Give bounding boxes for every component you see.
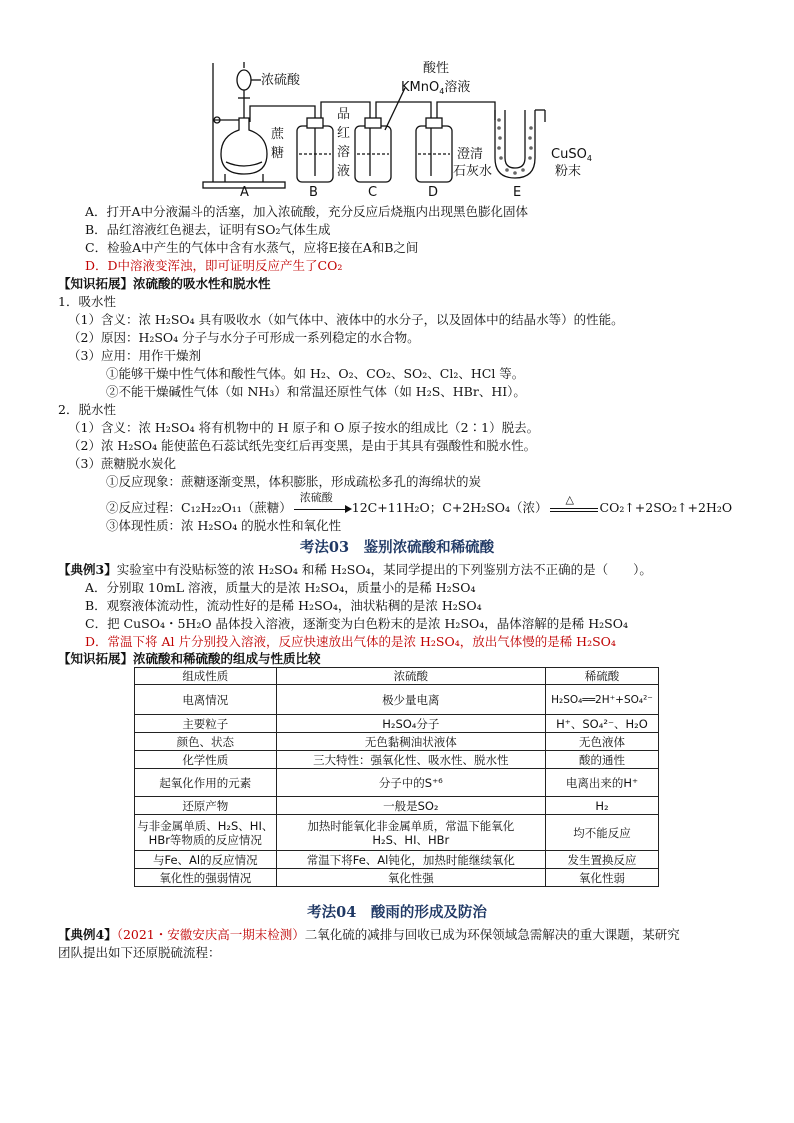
option-c: C．检验A中产生的气体中含有水蒸气，应将E接在A和B之间 <box>85 240 419 255</box>
label-pinhong-2: 红 <box>337 126 351 141</box>
section-heading: 2．脱水性 <box>58 402 116 417</box>
table-row: 起氧化作用的元素 分子中的S⁺⁶ 电离出来的H⁺ <box>135 769 659 797</box>
label-cuso4-powder: 粉末 <box>555 164 582 179</box>
label-limewater-1: 澄清 <box>457 147 484 162</box>
option-b: B．观察液体流动性，流动性好的是稀 H₂SO₄，油状粘稠的是浓 H₂SO₄ <box>85 598 482 613</box>
paragraph: ②不能干燥碱性气体（如 NH₃）和常温还原性气体（如 H₂S、HBr、HI）。 <box>106 384 526 399</box>
apparatus-diagram <box>195 58 625 200</box>
table-header-row <box>135 668 659 685</box>
example-3-question: 【典例3】实验室中有没贴标签的浓 H₂SO₄ 和稀 H₂SO₄，某同学提出的下列鉴别方法不正确的是（ ）。 <box>58 562 652 577</box>
option-a: A．分别取 10mL 溶液，质量大的是浓 H₂SO₄，质量小的是稀 H₂SO₄ <box>85 580 476 595</box>
table-row: 化学性质 三大特性：强氧化性、吸水性、脱水性 酸的通性 <box>135 751 659 769</box>
label-acidic: 酸性 <box>423 61 450 76</box>
label-kmno4: KMnO$_4$溶液 <box>401 80 471 96</box>
option-d-answer: D．常温下将 Al 片分别投入溶液，反应快速放出气体的是浓 H₂SO₄，放出气体慢的是稀 H₂SO₄ <box>85 634 616 649</box>
label-pinhong-3: 溶 <box>337 145 351 160</box>
label-pinhong-4: 液 <box>337 164 351 179</box>
table-row: 氧化性的强弱情况 氧化性强 氧化性弱 <box>135 869 659 887</box>
label-limewater-2: 石灰水 <box>453 164 493 179</box>
letter-b: B <box>309 185 318 200</box>
paragraph: ①能够干燥中性气体和酸性气体。如 H₂、O₂、CO₂、SO₂、Cl₂、HCl 等。 <box>106 366 525 381</box>
option-d-answer: D．D中溶液变浑浊，即可证明反应产生了CO₂ <box>85 258 343 273</box>
letter-e: E <box>513 185 522 200</box>
section-heading: 1．吸水性 <box>58 294 116 309</box>
method-03-heading: 考法03 鉴别浓硫酸和稀硫酸 <box>299 539 495 556</box>
paragraph: （1）含义：浓 H₂SO₄ 将有机物中的 H 原子和 O 原子按水的组成比（2∶1）脱去。 <box>68 420 540 435</box>
option-a: A．打开A中分液漏斗的活塞，加入浓硫酸，充分反应后烧瓶内出现黑色膨化固体 <box>85 204 529 219</box>
knowledge-extension-title: 【知识拓展】浓硫酸的吸水性和脱水性 <box>58 276 271 291</box>
heat-equals-sign: △ <box>548 501 600 517</box>
paragraph: （2）原因：H₂SO₄ 分子与水分子可形成一系列稳定的水合物。 <box>68 330 420 345</box>
table-row: 主要粒子 H₂SO₄分子 H⁺、SO₄²⁻、H₂O <box>135 715 659 733</box>
letter-a: A <box>240 185 249 200</box>
option-c: C．把 CuSO₄・5H₂O 晶体投入溶液，逐渐变为白色粉末的是浓 H₂SO₄，晶体溶解的是稀 H₂SO₄ <box>85 616 628 631</box>
table-row: 还原产物 一般是SO₂ H₂ <box>135 797 659 815</box>
paragraph: ③体现性质：浓 H₂SO₄ 的脱水性和氧化性 <box>106 518 342 533</box>
table-row: 电离情况 极少量电离 H₂SO₄══2H⁺+SO₄²⁻ <box>135 685 659 715</box>
letter-c: C <box>368 185 378 200</box>
table-row: 颜色、状态 无色黏稠油状液体 无色液体 <box>135 733 659 751</box>
cuso4-granules <box>497 118 533 175</box>
paragraph: （1）含义：浓 H₂SO₄ 具有吸收水（如气体中、液体中的水分子，以及固体中的结晶水等）的性能。 <box>68 312 624 327</box>
separatory-funnel <box>237 70 251 90</box>
table-row: 与非金属单质、H₂S、HI、HBr等物质的反应情况 加热时能氧化非金属单质，常温下能氧化H₂S、HI、HBr 均不能反应 <box>135 815 659 851</box>
paragraph: ①反应现象：蔗糖逐渐变黑，体积膨胀，形成疏松多孔的海绵状的炭 <box>106 474 482 489</box>
table-header: 浓硫酸 <box>276 668 545 685</box>
knowledge-extension-title: 【知识拓展】浓硫酸和稀硫酸的组成与性质比较 <box>58 651 321 666</box>
example-4-question-continued: 团队提出如下还原脱硫流程： <box>58 945 221 960</box>
paragraph: （3）蔗糖脱水炭化 <box>68 456 176 471</box>
table-header: 组成性质 <box>135 668 277 685</box>
method-04-heading: 考法04 酸雨的形成及防治 <box>307 904 487 921</box>
paragraph: （3）应用：用作干燥剂 <box>68 348 201 363</box>
table-row: 与Fe、Al的反应情况 常温下将Fe、Al钝化，加热时能继续氧化 发生置换反应 <box>135 851 659 869</box>
option-b: B．品红溶液红色褪去，证明有SO₂气体生成 <box>85 222 331 237</box>
letter-d: D <box>428 185 439 200</box>
table-header: 稀硫酸 <box>546 668 659 685</box>
label-sucrose-1: 蔗 <box>271 127 285 142</box>
example-4-question: 【典例4】（2021・安徽安庆高一期末检测）二氧化硫的减排与回收已成为环保领域急需解决的重大课题，某研究 <box>58 927 680 942</box>
comparison-table <box>134 667 659 887</box>
label-conc-acid: 浓硫酸 <box>261 73 301 88</box>
reaction-equation: ②反应过程：C₁₂H₂₂O₁₁（蔗糖） 浓硫酸 12C+11H₂O；C+2H₂SO₄（浓） △ CO₂↑+2SO₂↑+2H₂O <box>106 490 733 515</box>
label-pinhong-1: 品 <box>337 107 351 122</box>
label-sucrose-2: 糖 <box>271 146 285 161</box>
paragraph: （2）浓 H₂SO₄ 能使蓝色石蕊试纸先变红后再变黑，是由于其具有强酸性和脱水性。 <box>68 438 537 453</box>
label-cuso4: CuSO$_4$ <box>551 147 592 163</box>
reaction-arrow: 浓硫酸 <box>292 501 352 517</box>
